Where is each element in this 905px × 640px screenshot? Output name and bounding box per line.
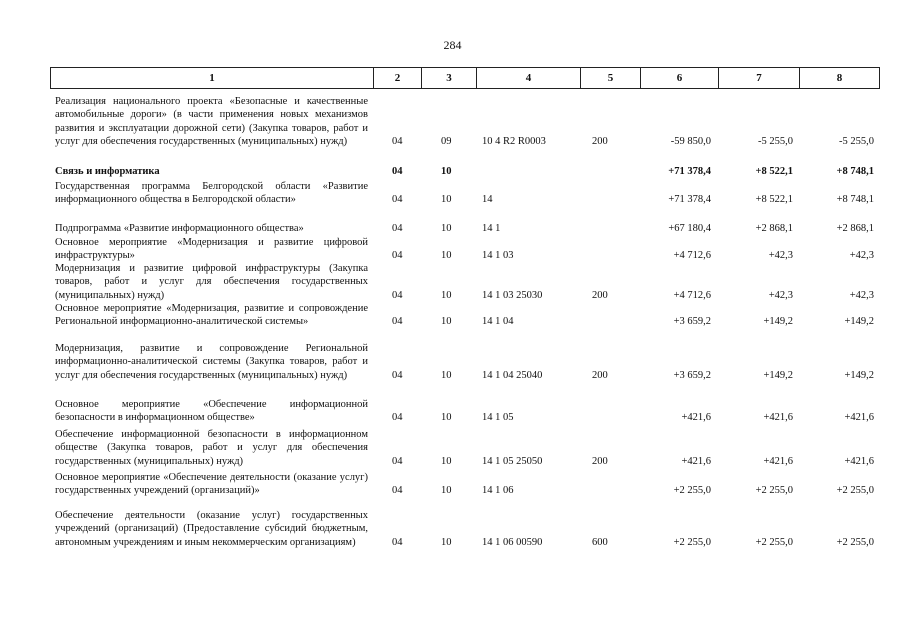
table-row [55, 342, 880, 382]
row-col-8: +149,2 [844, 316, 874, 328]
row-col-6: +4 712,6 [673, 250, 711, 262]
table-row [55, 471, 880, 498]
row-col-7: +42,3 [768, 289, 793, 301]
header-col-8: 8 [799, 68, 879, 88]
row-col-3: 10 [441, 289, 452, 301]
row-col-4: 14 1 06 [482, 485, 514, 497]
row-description: Основное мероприятие «Модернизация и развитие цифровой инфраструктуры» [55, 237, 368, 262]
header-col-4: 4 [476, 68, 580, 88]
row-col-4: 14 1 03 [482, 250, 514, 262]
row-col-3: 10 [441, 485, 452, 497]
row-col-5: 200 [592, 455, 608, 467]
row-col-8: +2 868,1 [836, 223, 874, 234]
row-col-6: +2 255,0 [673, 485, 711, 497]
row-description: Реализация национального проекта «Безопасные и качественные автомобильные дороги» (в части применения новых механизмов развития и эксплуатации дорожной сети) (Закупка товаров, работ и услуг для обеспечения государственных (муниципальных) нужд) [55, 96, 368, 148]
table-row [55, 180, 880, 207]
row-col-6: +71 378,4 [668, 194, 711, 206]
table-row [55, 236, 880, 263]
row-col-8: +149,2 [844, 369, 874, 381]
page-number: 284 [443, 38, 462, 52]
row-col-2: 04 [392, 194, 403, 206]
row-col-2: 04 [392, 289, 403, 301]
row-col-7: +421,6 [763, 455, 793, 467]
row-col-6: +67 180,4 [668, 223, 711, 234]
row-col-6: +3 659,2 [673, 369, 711, 381]
row-col-8: +2 255,0 [836, 485, 874, 497]
row-col-8: +421,6 [844, 455, 874, 467]
row-col-2: 04 [392, 536, 403, 548]
row-description: Связь и информатика [55, 166, 160, 177]
row-col-2: 04 [392, 412, 403, 424]
row-col-6: +71 378,4 [668, 166, 711, 177]
header-col-3: 3 [421, 68, 476, 88]
row-col-2: 04 [392, 136, 403, 148]
table-row [55, 398, 880, 425]
row-col-8: +8 748,1 [836, 194, 874, 206]
row-description: Модернизация, развитие и сопровождение Региональной информационно-аналитической системы (Закупка товаров, работ и услуг для обеспечения государственных (муниципальных) нужд) [55, 343, 368, 381]
row-col-7: +2 868,1 [755, 223, 793, 234]
row-col-7: +8 522,1 [755, 166, 793, 177]
header-col-7: 7 [718, 68, 799, 88]
row-col-4: 14 1 [482, 223, 501, 234]
row-col-8: +8 748,1 [836, 166, 874, 177]
row-col-2: 04 [392, 250, 403, 262]
row-col-7: +42,3 [768, 250, 793, 262]
row-col-3: 10 [441, 536, 452, 548]
row-col-7: +149,2 [763, 369, 793, 381]
row-col-4: 14 1 06 00590 [482, 536, 543, 548]
row-col-3: 10 [441, 369, 452, 381]
row-col-3: 10 [441, 250, 452, 262]
row-col-4: 14 1 04 25040 [482, 369, 543, 381]
row-col-6: +421,6 [681, 412, 711, 424]
row-col-3: 10 [441, 412, 452, 424]
row-col-2: 04 [392, 485, 403, 497]
row-col-3: 10 [441, 194, 452, 206]
row-description: Основное мероприятие «Обеспечение деятельности (оказание услуг) государственных учреждений (организаций)» [55, 472, 368, 497]
table-row [55, 262, 880, 302]
row-col-7: -5 255,0 [758, 136, 793, 148]
header-col-5: 5 [580, 68, 640, 88]
row-col-2: 04 [392, 166, 403, 177]
row-col-3: 10 [441, 316, 452, 328]
row-col-7: +8 522,1 [755, 194, 793, 206]
row-description: Основное мероприятие «Модернизация, развитие и сопровождение Региональной информационно-аналитической системы» [55, 303, 368, 328]
row-col-2: 04 [392, 316, 403, 328]
row-col-4: 10 4 R2 R0003 [482, 136, 546, 148]
row-col-7: +421,6 [763, 412, 793, 424]
row-col-8: -5 255,0 [839, 136, 874, 148]
table-row [55, 302, 880, 329]
row-description: Модернизация и развитие цифровой инфраструктуры (Закупка товаров, работ и услуг для обеспечения государственных (муниципальных) нужд) [55, 263, 368, 301]
header-col-1: 1 [209, 72, 215, 84]
row-col-4: 14 1 04 [482, 316, 514, 328]
row-col-6: +3 659,2 [673, 316, 711, 328]
table-row [55, 222, 880, 235]
row-col-6: +421,6 [681, 455, 711, 467]
row-description: Обеспечение деятельности (оказание услуг) государственных учреждений (организаций) (Предоставление субсидий бюджетным, автономным учреждениям и иным некоммерческим организациям) [55, 510, 368, 548]
row-col-8: +42,3 [849, 250, 874, 262]
row-col-8: +42,3 [849, 289, 874, 301]
row-col-2: 04 [392, 455, 403, 467]
table-row [55, 165, 880, 178]
row-col-3: 09 [441, 136, 452, 148]
table-row [55, 428, 880, 468]
table-header [50, 67, 880, 89]
row-col-8: +2 255,0 [836, 536, 874, 548]
row-col-4: 14 1 05 25050 [482, 455, 543, 467]
row-col-5: 200 [592, 289, 608, 301]
row-col-5: 200 [592, 136, 608, 148]
row-col-7: +2 255,0 [755, 536, 793, 548]
row-col-3: 10 [441, 166, 452, 177]
row-col-4: 14 1 05 [482, 412, 514, 424]
row-col-6: +2 255,0 [673, 536, 711, 548]
row-col-7: +2 255,0 [755, 485, 793, 497]
row-col-5: 600 [592, 536, 608, 548]
table-row [55, 509, 880, 549]
row-description: Основное мероприятие «Обеспечение информационной безопасности в информационном обществе» [55, 399, 368, 424]
header-col-6: 6 [640, 68, 718, 88]
row-col-2: 04 [392, 369, 403, 381]
row-col-6: +4 712,6 [673, 289, 711, 301]
row-col-2: 04 [392, 223, 403, 234]
row-col-4: 14 [482, 194, 493, 206]
row-col-3: 10 [441, 223, 452, 234]
row-col-7: +149,2 [763, 316, 793, 328]
row-description: Государственная программа Белгородской области «Развитие информационного общества в Белгородской области» [55, 181, 368, 206]
table-row [55, 95, 880, 149]
row-description: Подпрограмма «Развитие информационного общества» [55, 223, 304, 234]
row-description: Обеспечение информационной безопасности в информационном обществе (Закупка товаров, работ и услуг для обеспечения государственных (муниципальных) нужд) [55, 429, 368, 467]
row-col-3: 10 [441, 455, 452, 467]
row-col-8: +421,6 [844, 412, 874, 424]
row-col-5: 200 [592, 369, 608, 381]
row-col-6: -59 850,0 [670, 136, 711, 148]
header-col-2: 2 [373, 68, 421, 88]
row-col-4: 14 1 03 25030 [482, 289, 543, 301]
